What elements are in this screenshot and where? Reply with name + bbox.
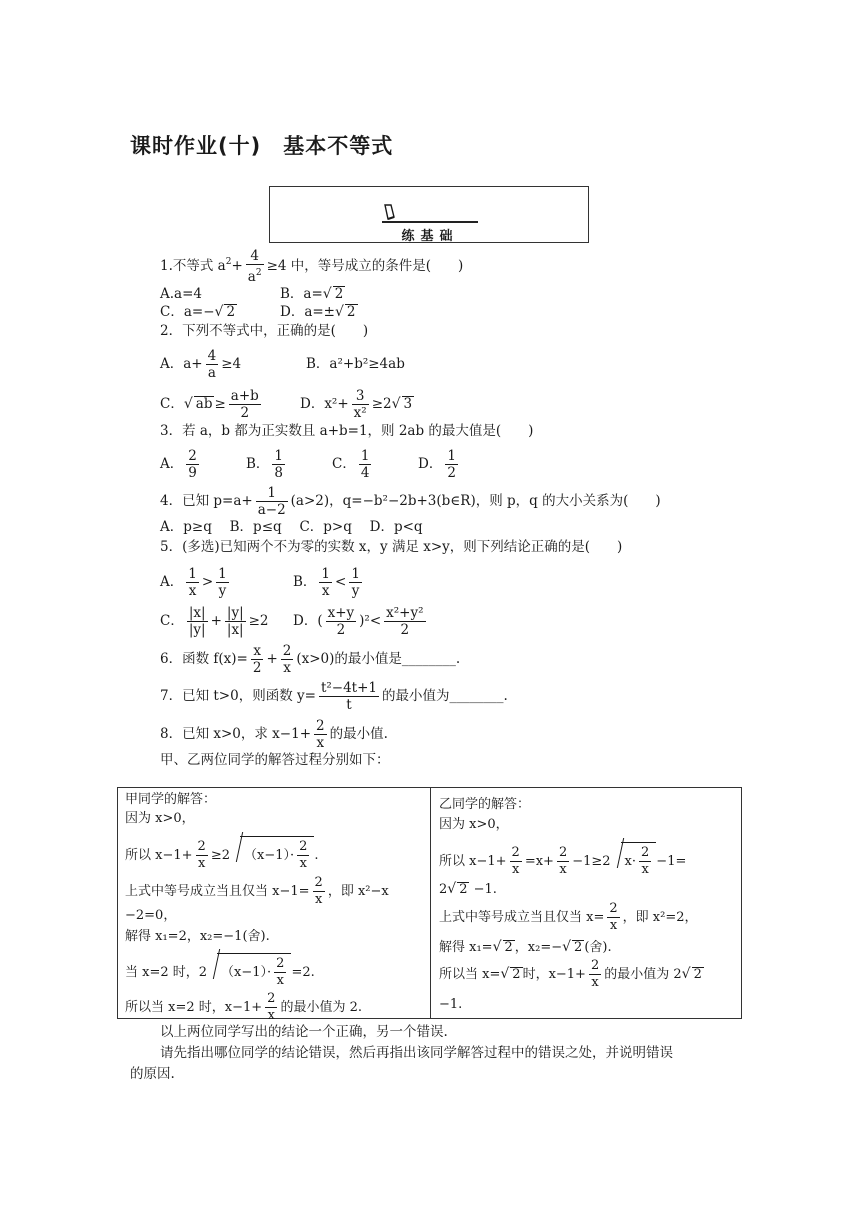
q5-option-c: C． $\frac{|x|}{|y|}$ + $\frac{|y|}{|x|}$ ≥2 [160, 605, 269, 638]
q2-option-a: A．a+ $\frac{4}{a}$ ≥4 [160, 348, 242, 381]
q4-options: A．p≥q B．p≤q C．p>q D．p<q [160, 519, 423, 535]
q1-option-c: C．a=−√ 2 [160, 304, 236, 320]
solutions-table: 甲同学的解答： 因为 x>0， 所以 x−1+ $\frac{2}{x}$ ≥2 （x−1）· $\frac{2}{x}$ . 上式中等号成立当且仅当 x−1= $\frac{2}{x}$ ，即 x²−x −2=0， 解得 x₁=2，x₂=−1(舍). 当 x=2 时，2 （x−1）· $\frac{2}{x}$ =2. 所以当 x=2 时，x−1+ $\frac{2}{x}$ 的最小值为 2. 乙同学的解答： 因为 x>0， 所以 x−1+ $\frac{2}{x}$ =x+ $\frac{2}{x}$ −1≥2 x· $\frac{2}{x}$ −1= 2√ 2 −1. 上式中等号成立当且仅当 x= $\frac{2}{x}$ ，即 x²=2， 解得 x₁=√ 2 ，x₂=−√ 2 (舍). 所以当 x=√ 2 时，x−1+ $\frac{2}{x}$ 的最小值为 2√ 2 −1. [117, 787, 742, 1019]
conclusion-line-1: 以上两位同学写出的结论一个正确，另一个错误. [160, 1024, 448, 1040]
q3-option-c: C． $\frac{1}{4}$ [332, 448, 370, 481]
solutions-intro: 甲、乙两位同学的解答过程分别如下： [160, 752, 390, 768]
q5-options-ab [160, 566, 365, 599]
q5-options-cd [160, 605, 429, 638]
q2-options-ab [160, 348, 405, 381]
q5-option-b: B． $\frac{1}{x}$ < $\frac{1}{y}$ [293, 566, 360, 599]
q3-option-a: A． $\frac{2}{9}$ [160, 448, 197, 481]
q5-stem: 5．(多选)已知两个不为零的实数 x，y 满足 x>y，则下列结论正确的是( ) [160, 539, 623, 555]
q1-options-cd [160, 303, 358, 321]
q2-option-c: C．√ ab ≥ $\frac{a+b}{2}$ [160, 388, 259, 421]
title-main: 课时作业(十) [130, 134, 262, 158]
page-title [130, 130, 393, 160]
conclusion-line-2: 请先指出哪位同学的结论错误，然后再指出该同学解答过程中的错误之处，并说明错误 [160, 1045, 673, 1061]
q1-stem: 1.不等式 $a^2+$ $\frac{4}{a^2}$ ≥4 中，等号成立的条件是( ) [160, 248, 464, 285]
q3-option-d: D． $\frac{1}{2}$ [418, 448, 456, 481]
table-divider [430, 788, 431, 1018]
q2-option-d: D．x²+ $\frac{3}{\text{x²}}$ ≥2√ 3 [300, 388, 413, 421]
q3-stem: 3．若 a，b 都为正实数且 a+b=1，则 2ab 的最大值是( ) [160, 423, 534, 439]
q1-fraction: $\frac{4}{a^2}$ [247, 248, 262, 285]
banner-underline [382, 221, 478, 223]
conclusion-line-3: 的原因. [130, 1066, 175, 1082]
q2-option-b: B．a²+b²≥4ab [306, 356, 405, 372]
q5-option-a: A． $\frac{1}{x}$ > $\frac{1}{y}$ [160, 566, 227, 599]
q1-option-a: A.a=4 [160, 286, 202, 302]
section-banner [269, 186, 589, 243]
q1-option-b: B．a=√ 2 [280, 286, 344, 302]
q2-options-cd [160, 388, 414, 421]
q4-stem: 4．已知 p=a+ $\frac{1}{a-2}$ (a>2)，q=−b²−2b+3(b∈R)，则 p，q 的大小关系为( ) [160, 485, 661, 518]
q3-options [160, 448, 461, 481]
q6-stem: 6．函数 f(x)= $\frac{x}{2}$ + $\frac{2}{x}$ (x>0)的最小值是________. [160, 643, 461, 676]
q7-stem: 7．已知 t>0，则函数 y= $\frac{\text{t²−4t+1}}{t}$ 的最小值为________. [160, 680, 508, 713]
title-sub: 基本不等式 [283, 134, 394, 158]
pencil-icon [382, 203, 398, 221]
q3-option-b: B． $\frac{1}{8}$ [246, 448, 284, 481]
q5-option-d: D．( $\frac{x+y}{2}$ )²< $\frac{\text{x²+y²}}{2}$ [293, 605, 424, 638]
q2-stem: 2．下列不等式中，正确的是( ) [160, 323, 369, 339]
q8-stem: 8．已知 x>0，求 x−1+ $\frac{2}{x}$ 的最小值. [160, 718, 388, 751]
q1-options-ab [160, 285, 345, 303]
q1-option-d: D．a=±√ 2 [280, 304, 356, 320]
banner-label: 练基础 [401, 229, 459, 244]
